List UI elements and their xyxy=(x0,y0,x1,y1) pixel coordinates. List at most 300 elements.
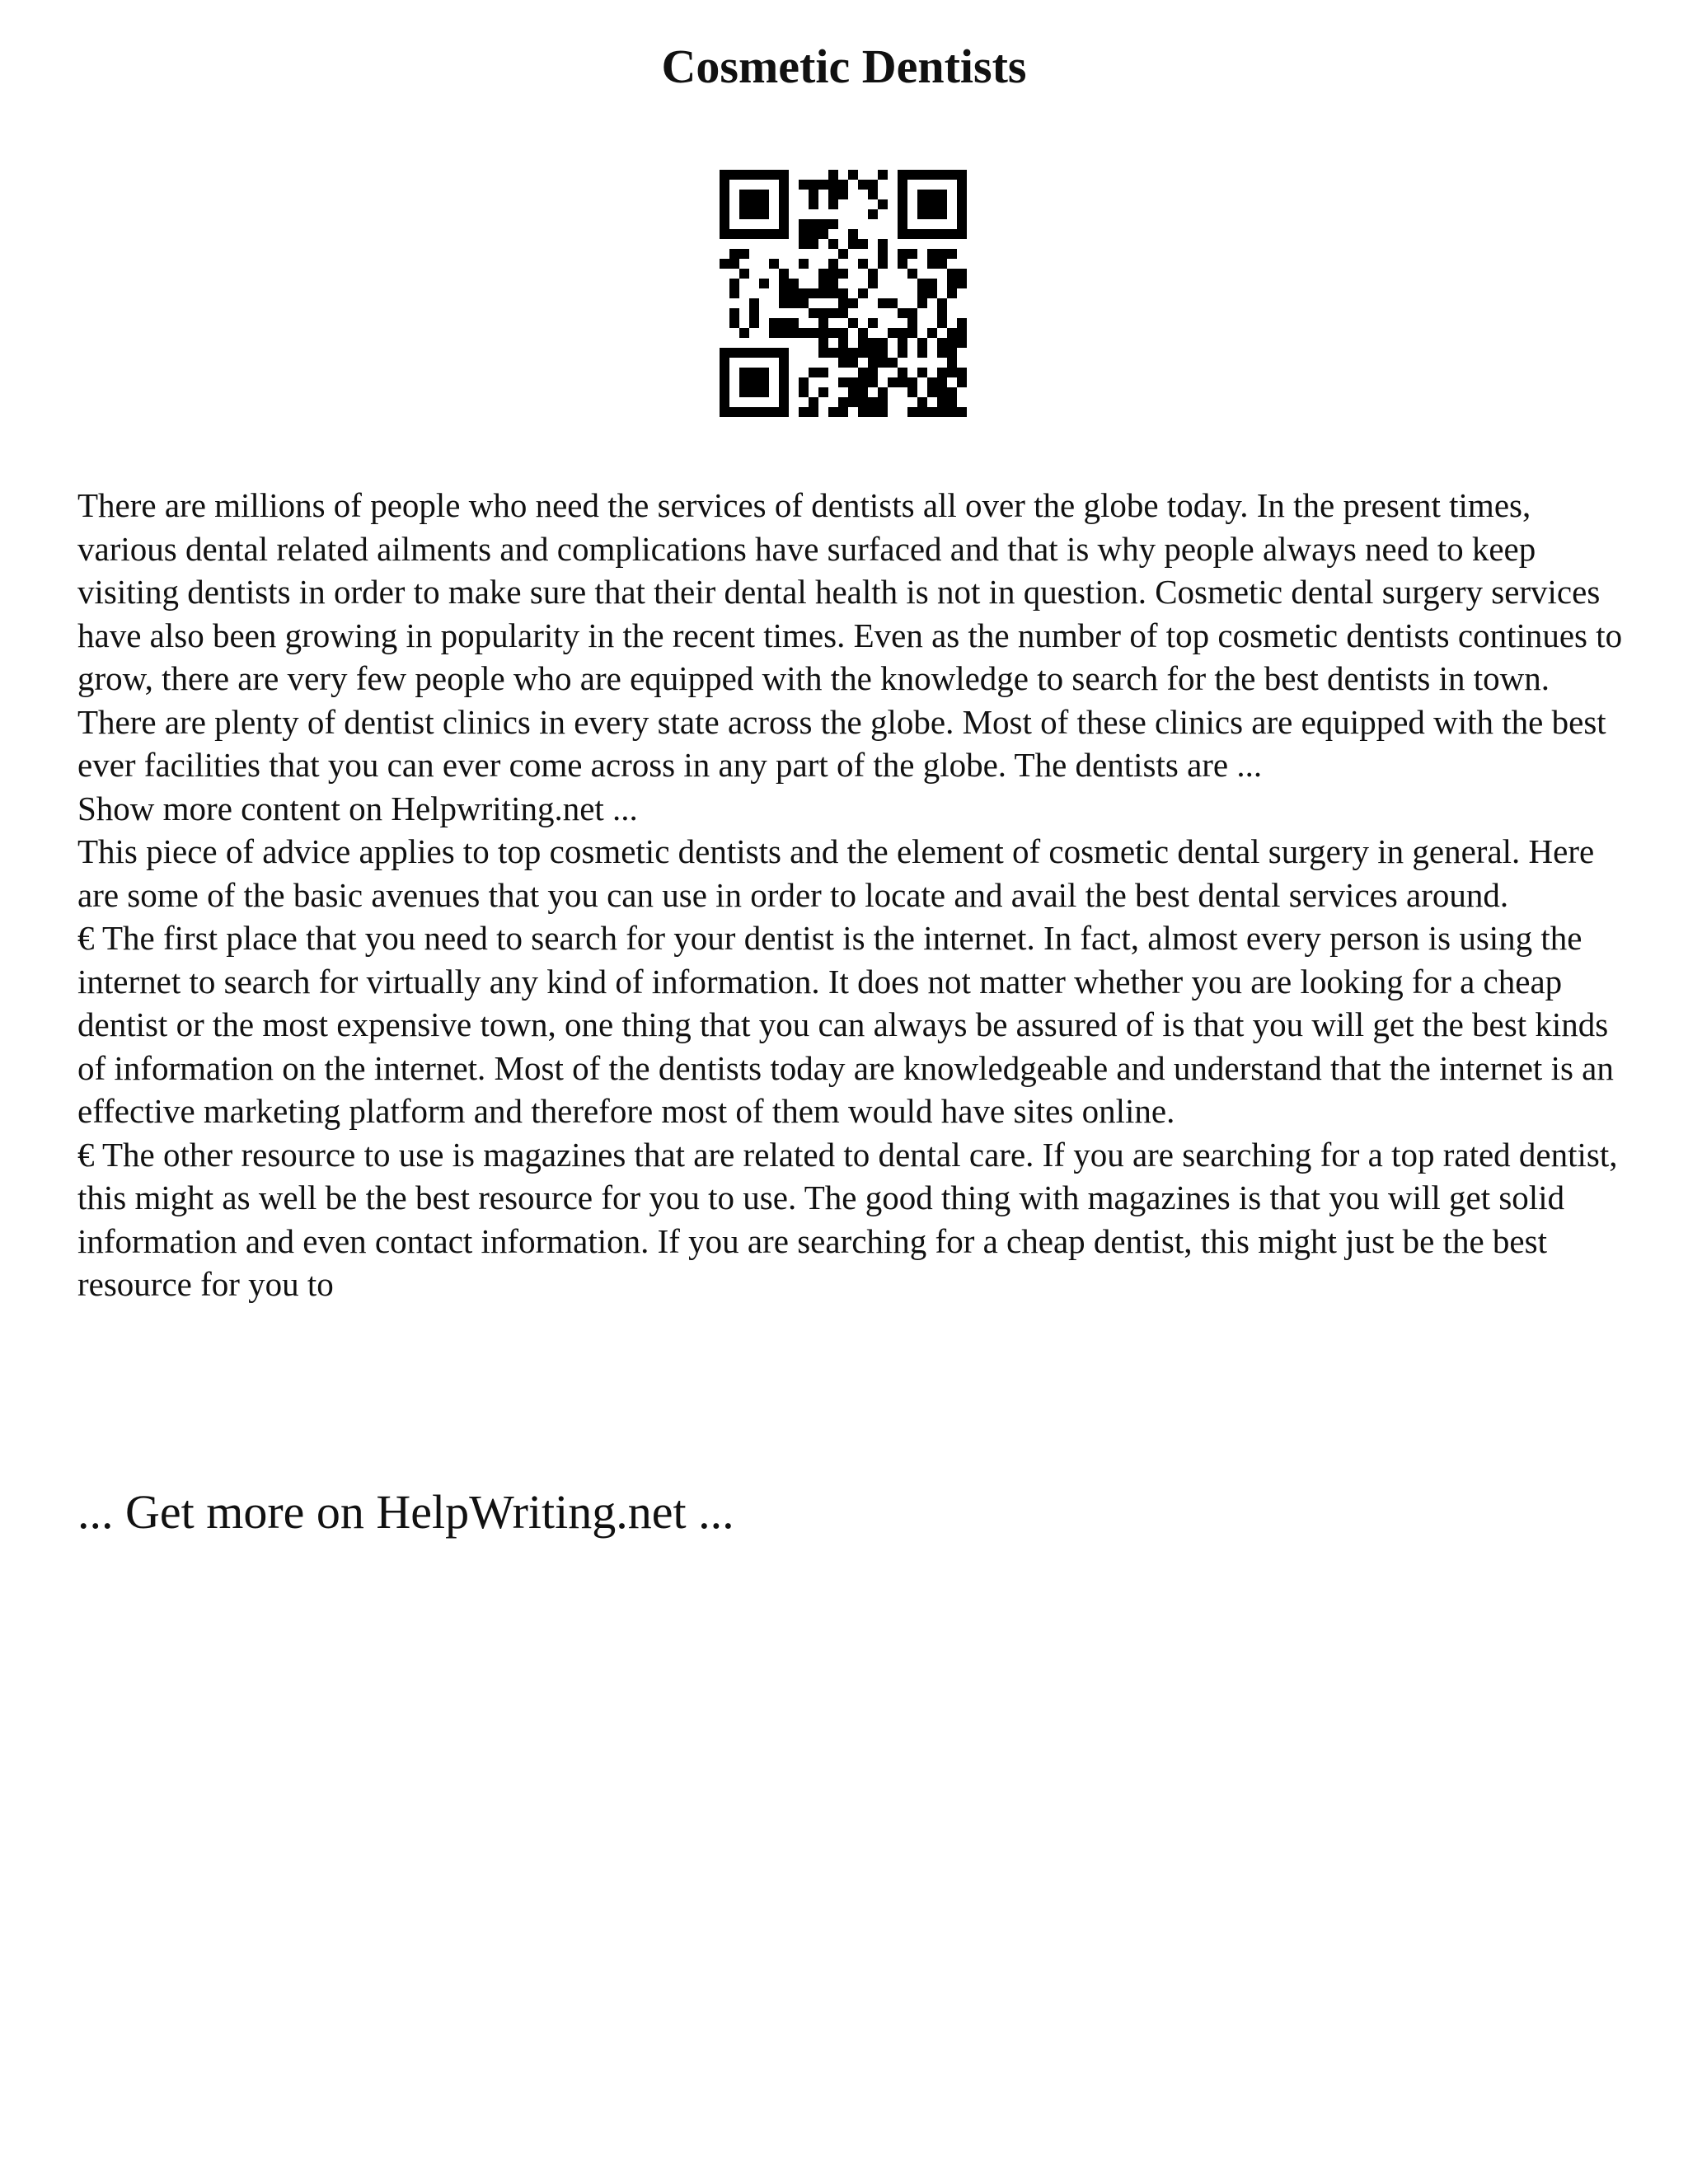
qr-module xyxy=(937,308,947,318)
qr-module xyxy=(828,407,838,417)
qr-module xyxy=(888,358,898,368)
qr-module xyxy=(878,338,888,348)
paragraph: € The first place that you need to search for your dentist is the internet. In fact, almost every person is using the internet to search for virtually any kind of information. It does not matter whether you are looking for a cheap dentist or the most expensive town, one thing that you can always be assured of is that you will get the best kinds of information on the internet. Most of the dentists today are knowledgeable and understand that the internet is an effective marketing platform and therefore most of them would have sites online. xyxy=(77,919,1614,1130)
qr-module xyxy=(828,259,838,269)
qr-module xyxy=(779,368,789,377)
qr-module xyxy=(769,318,779,328)
get-more-link[interactable]: ... Get more on HelpWriting.net ... xyxy=(77,1485,734,1539)
qr-module xyxy=(927,170,937,180)
qr-module xyxy=(799,298,809,308)
qr-module xyxy=(937,249,947,259)
qr-module xyxy=(927,190,937,199)
qr-module xyxy=(898,229,907,239)
qr-module xyxy=(809,328,818,338)
qr-module xyxy=(818,308,828,318)
qr-module xyxy=(799,288,809,298)
qr-module xyxy=(799,180,809,190)
qr-module xyxy=(769,348,779,358)
qr-module xyxy=(957,328,967,338)
qr-module xyxy=(868,397,878,407)
qr-module xyxy=(878,358,888,368)
qr-module xyxy=(937,377,947,387)
qr-module xyxy=(838,298,848,308)
qr-code-icon[interactable] xyxy=(720,170,967,417)
qr-module xyxy=(779,288,789,298)
qr-module xyxy=(947,397,957,407)
qr-module xyxy=(779,190,789,199)
qr-module xyxy=(799,239,809,249)
qr-module xyxy=(907,387,917,397)
qr-module xyxy=(937,209,947,219)
qr-module xyxy=(828,288,838,298)
qr-module xyxy=(947,338,957,348)
qr-module xyxy=(799,387,809,397)
qr-module xyxy=(818,328,828,338)
qr-module xyxy=(947,269,957,279)
qr-module xyxy=(937,407,947,417)
qr-module xyxy=(779,279,789,288)
qr-module xyxy=(917,338,927,348)
qr-module xyxy=(749,377,759,387)
qr-module xyxy=(957,180,967,190)
qr-module xyxy=(848,348,858,358)
qr-module xyxy=(957,407,967,417)
qr-module xyxy=(848,397,858,407)
qr-module xyxy=(898,377,907,387)
qr-module xyxy=(720,180,729,190)
qr-module xyxy=(779,318,789,328)
qr-module xyxy=(729,249,739,259)
qr-module xyxy=(789,288,799,298)
qr-module xyxy=(759,279,769,288)
qr-module xyxy=(739,190,749,199)
qr-module xyxy=(848,377,858,387)
qr-module xyxy=(799,219,809,229)
qr-module xyxy=(937,338,947,348)
paragraph: There are millions of people who need the services of dentists all over the globe today. In the present times, various dental related ailments and complications have surfaced and that is why people always need to keep visiting dentists in order to make sure that their dental health is not in question. Cosmetic dental surgery services have also been growing in popularity in the recent times. Even as the number of top cosmetic dentists continues to grow, there are very few people who are equipped with the knowledge to search for the best dentists in town. xyxy=(77,486,1623,697)
qr-module xyxy=(868,338,878,348)
qr-module xyxy=(729,308,739,318)
qr-module xyxy=(779,348,789,358)
qr-module xyxy=(729,229,739,239)
qr-module xyxy=(749,199,759,209)
qr-module xyxy=(898,249,907,259)
qr-module xyxy=(937,368,947,377)
qr-module xyxy=(720,219,729,229)
qr-module xyxy=(828,308,838,318)
qr-module xyxy=(927,199,937,209)
qr-module xyxy=(769,407,779,417)
qr-module xyxy=(779,269,789,279)
qr-module xyxy=(779,219,789,229)
qr-module xyxy=(848,170,858,180)
qr-module xyxy=(927,229,937,239)
qr-module xyxy=(779,328,789,338)
qr-module xyxy=(809,308,818,318)
qr-module xyxy=(769,229,779,239)
qr-module xyxy=(739,328,749,338)
qr-module xyxy=(779,298,789,308)
qr-module xyxy=(858,180,868,190)
page-title: Cosmetic Dentists xyxy=(661,40,1027,93)
qr-module xyxy=(947,279,957,288)
qr-module xyxy=(809,368,818,377)
qr-module xyxy=(957,209,967,219)
qr-module xyxy=(907,407,917,417)
qr-module xyxy=(898,308,907,318)
qr-module xyxy=(878,407,888,417)
qr-module xyxy=(739,348,749,358)
qr-module xyxy=(818,219,828,229)
qr-module xyxy=(779,377,789,387)
qr-module xyxy=(927,328,937,338)
qr-module xyxy=(957,368,967,377)
qr-module xyxy=(937,190,947,199)
qr-module xyxy=(907,308,917,318)
qr-module xyxy=(828,348,838,358)
qr-module xyxy=(947,358,957,368)
qr-module xyxy=(818,288,828,298)
qr-module xyxy=(917,190,927,199)
qr-module xyxy=(898,180,907,190)
qr-module xyxy=(739,199,749,209)
qr-module xyxy=(720,397,729,407)
qr-module xyxy=(779,397,789,407)
qr-module xyxy=(858,259,868,269)
qr-module xyxy=(838,328,848,338)
qr-module xyxy=(907,318,917,328)
qr-module xyxy=(779,387,789,397)
qr-module xyxy=(739,407,749,417)
qr-module xyxy=(937,348,947,358)
qr-module xyxy=(818,348,828,358)
qr-module xyxy=(927,249,937,259)
qr-module xyxy=(947,368,957,377)
qr-module xyxy=(898,199,907,209)
qr-module xyxy=(937,199,947,209)
qr-module xyxy=(957,170,967,180)
qr-module xyxy=(838,348,848,358)
qr-module xyxy=(720,348,729,358)
qr-module xyxy=(789,298,799,308)
qr-module xyxy=(878,397,888,407)
qr-module xyxy=(759,190,769,199)
qr-module xyxy=(818,180,828,190)
qr-module xyxy=(759,407,769,417)
qr-module xyxy=(917,368,927,377)
qr-module xyxy=(898,328,907,338)
qr-module xyxy=(858,239,868,249)
qr-module xyxy=(818,279,828,288)
qr-module xyxy=(858,397,868,407)
qr-module xyxy=(907,229,917,239)
qr-module xyxy=(739,170,749,180)
qr-module xyxy=(739,229,749,239)
qr-module xyxy=(739,377,749,387)
qr-module xyxy=(799,259,809,269)
qr-module xyxy=(868,190,878,199)
paragraph: € The other resource to use is magazines that are related to dental care. If you are searching for a top rated dentist, this might as well be the best resource for you to use. The good thing with magazines is that you will get solid information and even contact information. If you are searching for a cheap dentist, this might just be the best resource for you to xyxy=(77,1135,1618,1303)
qr-module xyxy=(789,279,799,288)
qr-module xyxy=(828,239,838,249)
qr-module xyxy=(779,358,789,368)
qr-module xyxy=(838,180,848,190)
qr-module xyxy=(818,387,828,397)
qr-module xyxy=(749,298,759,308)
qr-module xyxy=(729,288,739,298)
qr-module xyxy=(947,229,957,239)
qr-module xyxy=(848,239,858,249)
qr-module xyxy=(917,298,927,308)
qr-module xyxy=(729,279,739,288)
qr-module xyxy=(917,279,927,288)
qr-module xyxy=(898,209,907,219)
qr-module xyxy=(957,269,967,279)
qr-module xyxy=(838,190,848,199)
qr-module xyxy=(917,229,927,239)
qr-module xyxy=(759,377,769,387)
qr-module xyxy=(739,209,749,219)
qr-module xyxy=(838,288,848,298)
qr-module xyxy=(759,368,769,377)
qr-module xyxy=(937,397,947,407)
qr-module xyxy=(759,209,769,219)
qr-module xyxy=(927,279,937,288)
qr-module xyxy=(828,199,838,209)
qr-module xyxy=(828,180,838,190)
qr-module xyxy=(720,209,729,219)
qr-module xyxy=(868,358,878,368)
qr-module xyxy=(809,199,818,209)
qr-module xyxy=(799,407,809,417)
qr-module xyxy=(729,407,739,417)
qr-module xyxy=(789,328,799,338)
qr-module xyxy=(749,348,759,358)
qr-module xyxy=(720,387,729,397)
qr-module xyxy=(739,368,749,377)
qr-module xyxy=(749,209,759,219)
qr-module xyxy=(838,377,848,387)
qr-module xyxy=(779,407,789,417)
qr-module xyxy=(729,170,739,180)
qr-module xyxy=(848,387,858,397)
qr-module xyxy=(888,377,898,387)
qr-module xyxy=(937,259,947,269)
qr-module xyxy=(818,368,828,377)
qr-module xyxy=(749,229,759,239)
qr-module xyxy=(720,358,729,368)
qr-module xyxy=(957,229,967,239)
qr-module xyxy=(907,249,917,259)
qr-module xyxy=(848,298,858,308)
qr-module xyxy=(898,170,907,180)
qr-module xyxy=(838,338,848,348)
qr-module xyxy=(927,259,937,269)
qr-module xyxy=(818,338,828,348)
qr-module xyxy=(957,279,967,288)
qr-module xyxy=(858,407,868,417)
qr-module xyxy=(838,358,848,368)
qr-module xyxy=(779,199,789,209)
qr-module xyxy=(888,328,898,338)
qr-module xyxy=(927,407,937,417)
qr-module xyxy=(878,170,888,180)
qr-module xyxy=(927,377,937,387)
qr-module xyxy=(720,259,729,269)
qr-module xyxy=(720,170,729,180)
qr-module xyxy=(907,328,917,338)
qr-module xyxy=(779,170,789,180)
paragraph: This piece of advice applies to top cosmetic dentists and the element of cosmetic dental surgery in general. Here are some of the basic avenues that you can use in order to locate and avail the best dental services around. xyxy=(77,832,1595,914)
qr-module xyxy=(720,229,729,239)
qr-module xyxy=(898,259,907,269)
qr-module xyxy=(937,318,947,328)
qr-module xyxy=(759,387,769,397)
paragraph: There are plenty of dentist clinics in every state across the globe. Most of these clinics are equipped with the best ever facilities that you can ever come across in any part of the globe. The dentists are ... xyxy=(77,702,1606,784)
qr-module xyxy=(838,308,848,318)
qr-module xyxy=(937,298,947,308)
qr-module xyxy=(957,318,967,328)
qr-module xyxy=(848,229,858,239)
qr-module xyxy=(878,199,888,209)
qr-module xyxy=(838,249,848,259)
qr-module xyxy=(957,199,967,209)
qr-module xyxy=(729,318,739,328)
qr-module xyxy=(907,377,917,387)
qr-module xyxy=(878,249,888,259)
qr-module xyxy=(878,348,888,358)
qr-module xyxy=(739,269,749,279)
qr-module xyxy=(957,190,967,199)
qr-module xyxy=(858,328,868,338)
qr-module xyxy=(858,387,868,397)
qr-module xyxy=(749,318,759,328)
qr-module xyxy=(868,269,878,279)
qr-module xyxy=(917,209,927,219)
qr-module xyxy=(838,269,848,279)
qr-module xyxy=(809,180,818,190)
qr-module xyxy=(878,239,888,249)
qr-module xyxy=(868,318,878,328)
qr-module xyxy=(937,170,947,180)
qr-module xyxy=(937,229,947,239)
qr-module xyxy=(729,348,739,358)
qr-module xyxy=(749,407,759,417)
qr-module xyxy=(947,407,957,417)
qr-module xyxy=(809,219,818,229)
qr-module xyxy=(809,407,818,417)
qr-module xyxy=(799,377,809,387)
qr-module xyxy=(759,229,769,239)
qr-module xyxy=(720,407,729,417)
qr-module xyxy=(917,170,927,180)
qr-module xyxy=(759,199,769,209)
qr-module xyxy=(749,190,759,199)
qr-module xyxy=(868,279,878,288)
qr-module xyxy=(898,368,907,377)
qr-module xyxy=(828,279,838,288)
qr-module xyxy=(809,239,818,249)
qr-module xyxy=(838,397,848,407)
qr-module xyxy=(858,348,868,358)
qr-module xyxy=(927,288,937,298)
qr-module xyxy=(828,219,838,229)
qr-module xyxy=(957,377,967,387)
qr-module xyxy=(898,219,907,229)
qr-module xyxy=(789,318,799,328)
qr-module xyxy=(947,288,957,298)
qr-module xyxy=(858,377,868,387)
qr-module xyxy=(818,229,828,239)
qr-module xyxy=(739,249,749,259)
qr-module xyxy=(769,170,779,180)
qr-module xyxy=(868,209,878,219)
qr-module xyxy=(957,338,967,348)
qr-module xyxy=(898,190,907,199)
qr-module xyxy=(878,298,888,308)
qr-module xyxy=(749,170,759,180)
qr-module xyxy=(818,269,828,279)
qr-module xyxy=(868,407,878,417)
qr-module xyxy=(957,219,967,229)
qr-module xyxy=(720,368,729,377)
qr-module xyxy=(828,170,838,180)
qr-module xyxy=(868,377,878,387)
qr-module xyxy=(947,387,957,397)
qr-module xyxy=(739,387,749,397)
qr-module xyxy=(868,348,878,358)
qr-module xyxy=(878,387,888,397)
qr-module xyxy=(947,170,957,180)
qr-module xyxy=(838,407,848,417)
qr-module xyxy=(729,259,739,269)
qr-module xyxy=(888,298,898,308)
qr-module xyxy=(858,288,868,298)
qr-module xyxy=(809,229,818,239)
show-more-link[interactable]: Show more content on Helpwriting.net ... xyxy=(77,789,638,827)
qr-module xyxy=(917,348,927,358)
qr-module xyxy=(720,377,729,387)
qr-module xyxy=(809,288,818,298)
qr-module xyxy=(720,190,729,199)
qr-module xyxy=(818,318,828,328)
qr-module xyxy=(868,368,878,377)
qr-module xyxy=(937,387,947,397)
qr-module xyxy=(749,308,759,318)
qr-module xyxy=(828,328,838,338)
qr-module xyxy=(868,180,878,190)
qr-module xyxy=(759,170,769,180)
qr-module xyxy=(927,209,937,219)
qr-module xyxy=(907,269,917,279)
qr-module xyxy=(848,318,858,328)
qr-module xyxy=(858,368,868,377)
qr-module xyxy=(947,249,957,259)
qr-module xyxy=(779,209,789,219)
qr-module xyxy=(927,387,937,397)
qr-module xyxy=(898,348,907,358)
qr-module xyxy=(749,387,759,397)
qr-module xyxy=(878,259,888,269)
qr-module xyxy=(769,259,779,269)
qr-module xyxy=(749,368,759,377)
qr-module xyxy=(809,397,818,407)
qr-module xyxy=(809,190,818,199)
qr-module xyxy=(917,407,927,417)
qr-module xyxy=(759,348,769,358)
article-body xyxy=(77,484,1627,1306)
qr-module xyxy=(779,180,789,190)
